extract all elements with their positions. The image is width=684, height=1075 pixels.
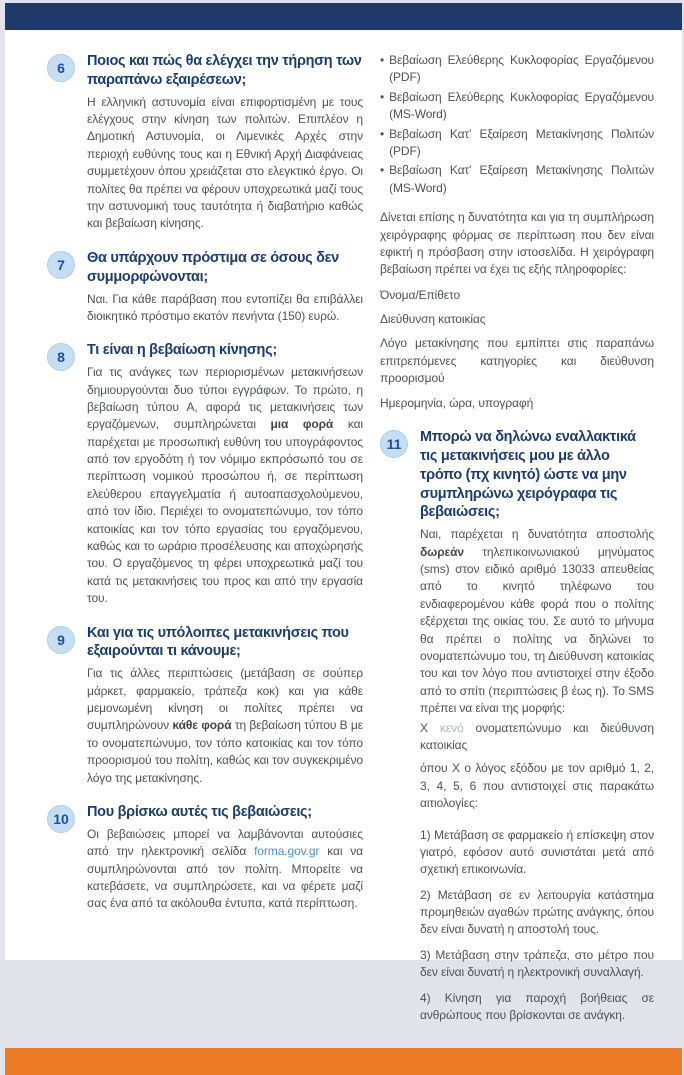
download-item-label: Βεβαίωση Κατ' Εξαίρεση Μετακίνησης Πολιτών (MS-Word) — [389, 163, 654, 195]
handwritten-form-intro: Δίνεται επίσης η δυνατότητα και για τη συμπλήρωση χειρόγραφης φόρμας σε περίπτωση που δεν είναι εφικτή η πρόσβαση στην ιστοσελίδα. Η χειρόγραφη βεβαίωση πρέπει να έχει τις εξής πληροφορίες: — [380, 210, 654, 277]
page-content — [5, 30, 682, 1048]
question-title: Ποιος και πώς θα ελέγχει την τήρηση των παραπάνω εξαιρέσεων; — [87, 53, 362, 88]
downloads-list — [380, 52, 654, 197]
emphasis-text: κάθε φορά — [172, 718, 232, 733]
emphasis-text: μια φορά — [270, 417, 334, 432]
bottom-orange-bar — [5, 1048, 682, 1075]
question-number-badge: 7 — [47, 251, 75, 279]
left-column — [47, 52, 363, 1048]
top-navy-bar — [5, 3, 682, 30]
faq-item-9 — [47, 624, 363, 787]
download-item-label: Βεβαίωση Κατ' Εξαίρεση Μετακίνησης Πολιτών (PDF) — [389, 126, 654, 158]
reason-item: 3) Μετάβαση στην τράπεζα, στο μέτρο που δεν είναι δυνατή η ηλεκτρονική συναλλαγή. — [420, 947, 654, 980]
emphasis-text: δωρεάν — [420, 544, 464, 559]
bullet-icon: • — [380, 53, 385, 67]
question-title: Τι είναι η βεβαίωση κίνησης; — [87, 342, 277, 359]
bullet-icon: • — [380, 126, 385, 141]
answer-text: Η ελληνική αστυνομία είναι επιφορτισμένη με τους ελέγχους στην κίνηση των πολιτών. Επιπλέον η Δημοτική Αστυνομία, οι Λιμενικές Αρχές στην περιοχή ευθύνης τους και η Εθνική Αρχή Διαφάνειας συμμετέχουν όπου χρειάζεται στο ελεγκτικό έργο. Οι πολίτες θα πρέπει να φέρουν υποχρεωτικά μαζί τους την αστυνομική τους ταυτότητα ή διαβατήριο καθώς και βεβαίωση κίνησης. — [87, 94, 363, 231]
right-column — [380, 52, 654, 1048]
reason-item: 4) Κίνηση για παροχή βοήθειας σε ανθρώπους που βρίσκονται σε ανάγκη. — [420, 990, 654, 1023]
field-line: Διεύθυνση κατοικίας — [380, 312, 486, 327]
field-line: Ημερομηνία, ώρα, υπογραφή — [380, 395, 534, 410]
answer-text: Οι βεβαιώσεις μπορεί να λαμβάνονται αυτούσιες από την ηλεκτρονική σελίδα forma.gov.gr και να συμπληρώνονται από τον πολίτη. Μπορείτε να κατεβάσετε, να συμπληρώσετε, και να φέρετε μαζί σας ένα από τα ακόλουθα έντυπα, κατά περίπτωση. — [87, 826, 363, 911]
answer-text: Ναι. Για κάθε παράβαση που εντοπίζει θα επιβάλλει διοικητικό πρόστιμο εκατόν πενήντα (150) ευρώ. — [87, 291, 363, 323]
sms-reasons-list — [420, 827, 654, 1025]
field-line: Λόγο μετακίνησης που εμπίπτει στις παραπάνω επιτρεπόμενες κατηγορίες και διεύθυνση προορισμού — [380, 336, 654, 386]
download-item-label: Βεβαίωση Ελεύθερης Κυκλοφορίας Εργαζόμενου (MS-Word) — [389, 89, 654, 122]
faq-item-7 — [47, 249, 363, 325]
question-title: Μπορώ να δηλώνω εναλλακτικά τις μετακινήσεις μου με άλλο τρόπο (πχ κινητό) ώστε να μην συμπληρώνω χειρόγραφα τις βεβαιώσεις; — [420, 429, 636, 521]
faq-item-8 — [47, 341, 363, 607]
question-title: Και για τις υπόλοιπες μετακινήσεις που εξαιρούνται τι κάνουμε; — [87, 624, 349, 660]
question-number-badge: 8 — [47, 343, 75, 371]
question-number-badge: 10 — [47, 805, 75, 833]
download-item-label: Βεβαίωση Ελεύθερης Κυκλοφορίας Εργαζόμενου (PDF) — [389, 53, 654, 85]
reason-item: 2) Μετάβαση σε εν λειτουργία κατάστημα προμηθειών αγαθών πρώτης ανάγκης, όπου δεν είναι δυνατή η αποστολή τους. — [420, 887, 654, 937]
bullet-icon: • — [380, 89, 385, 104]
faq-item-11 — [380, 428, 654, 1032]
sms-format-line: X κενό ονοματεπώνυμο και διεύθυνση κατοικίας — [420, 720, 655, 752]
download-item — [380, 89, 654, 124]
answer-text: Ναι, παρέχεται η δυνατότητα αποστολής δωρεάν τηλεπικοινωνιακού μηνύματος (sms) στον ειδικό αριθμό 13033 απευθείας από το κινητό τηλέφωνο του ενδιαφερομένου κάθε φορά που ο πολίτης εξέρχεται της οικίας του. Σε αυτό το μήνυμα θα πρέπει ο πολίτης να δηλώνει το ονοματεπώνυμο του, τη Διεύθυνση κατοικίας του και τον λόγο που αντιστοιχεί στην έξοδο από το σπίτι (περιπτώσεις β έως η). Το SMS πρέπει να είναι της μορφής: — [420, 527, 654, 716]
document-page — [5, 3, 682, 1023]
download-item — [380, 126, 654, 161]
faq-item-6 — [47, 52, 363, 233]
download-item — [380, 162, 654, 197]
bullet-icon: • — [380, 163, 385, 178]
faq-item-10 — [47, 803, 363, 913]
field-line: Όνομα/Επίθετο — [380, 287, 461, 302]
answer-text: Για τις ανάγκες των περιορισμένων μετακινήσεων δημιουργούνται δυο τύποι εγγράφων. Το πρώτο, η βεβαίωση τύπου Α, αφορά τις μετακινήσεις των εργαζόμενων, συμπληρώνεται μια φορά και παρέχεται με προσωπική ευθύνη του υπογράφοντος από τον εργοδότη ή τον νόμιμο εκπρόσωπό του σε περίπτωση νομικού προσώπου ή, σε περίπτωση ελεύθερου επαγγελματία ή αυτοαπασχολούμενου, από τον ίδιο. Περιέχει το ονοματεπώνυμο, τον τόπο κατοικίας και τον τόπο εργασίας του εργαζόμενου, καθώς και το ωράριο προσέλευσης και αποχώρησής του. Ο εργαζόμενος τη φέρει υποχρεωτικά μαζί του κατά τις μετακινήσεις του προς και από την εργασία του. — [87, 365, 363, 606]
download-item — [380, 52, 654, 87]
sms-blank-placeholder: κενό — [439, 720, 464, 735]
handwritten-fields-list — [380, 287, 654, 412]
question-title: Που βρίσκω αυτές τις βεβαιώσεις; — [87, 804, 312, 821]
question-number-badge: 11 — [380, 430, 408, 458]
sms-note: όπου X ο λόγος εξόδου με τον αριθμό 1, 2, 3, 4, 5, 6 που αντιστοιχεί στις παρακάτω αιτιολογίες: — [420, 761, 654, 811]
reason-item: 1) Μετάβαση σε φαρμακείο ή επίσκεψη στον γιατρό, εφόσον αυτό συνιστάται μετά από σχετική επικοινωνία. — [420, 827, 654, 877]
forma-gov-gr-link[interactable]: forma.gov.gr — [254, 844, 320, 859]
question-title: Θα υπάρχουν πρόστιμα σε όσους δεν συμμορφώνονται; — [87, 249, 339, 285]
question-number-badge: 6 — [47, 54, 75, 82]
question-number-badge: 9 — [47, 626, 75, 654]
answer-text: Για τις άλλες περιπτώσεις (μετάβαση σε σούπερ μάρκετ, φαρμακείο, τράπεζα κοκ) και για κάθε μεμονωμένη κίνηση οι πολίτες πρέπει να συμπληρώνουν κάθε φορά τη βεβαίωση τύπου Β με το ονοματεπώνυμο, τον τόπο κατοικίας και τον τόπο προορισμού του πολίτη, καθώς και τον συγκεκριμένο λόγο της μετακίνησης. — [87, 666, 363, 785]
